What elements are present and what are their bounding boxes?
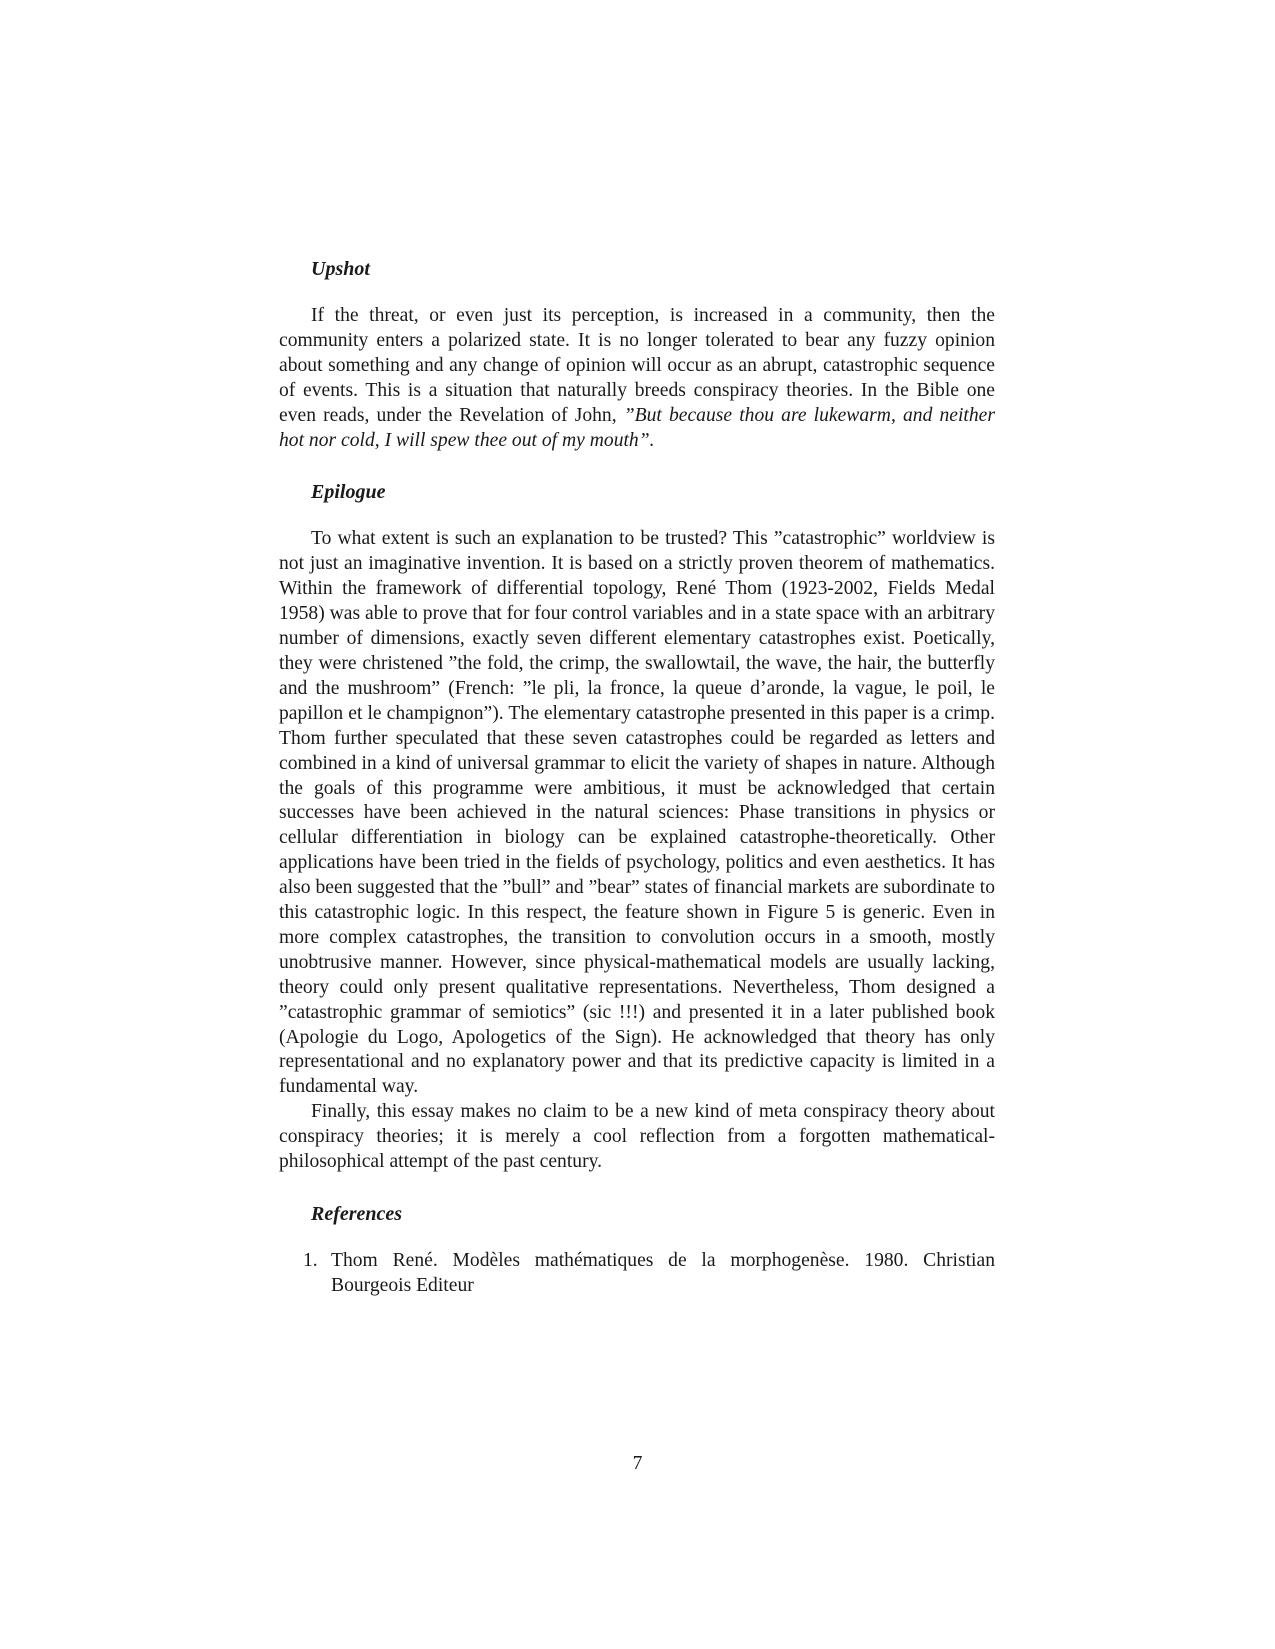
- reference-number: 1.: [303, 1250, 318, 1271]
- section-references: [279, 1201, 995, 1299]
- section-epilogue: [279, 479, 995, 1175]
- epilogue-paragraph-1: To what extent is such an explanation to be trusted? This ”catastrophic” worldview is not just an imaginative invention. It is based on a strictly proven theorem of mathematics. Within the framework of differential topology, René Thom (1923-2002, Fields Medal 1958) was able to prove that for four control variables and in a state space with an arbitrary number of dimensions, exactly seven different elementary catastrophes exist. Poetically, they were christened ”the fold, the crimp, the swallowtail, the wave, the hair, the butterfly and the mushroom” (French: ”le pli, la fronce, la queue d’aronde, la vague, le poil, le papillon et le champignon”). The elementary catastrophe presented in this paper is a crimp. Thom further speculated that these seven catastrophes could be regarded as letters and combined in a kind of universal grammar to elicit the variety of shapes in nature. Although the goals of this programme were ambitious, it must be acknowledged that certain successes have been achieved in the natural sciences: Phase transitions in physics or cellular differentiation in biology can be explained catastrophe-theoretically. Other applications have been tried in the fields of psychology, politics and even aesthetics. It has also been suggested that the ”bull” and ”bear” states of financial markets are subordinate to this catastrophic logic. In this respect, the feature shown in Figure 5 is generic. Even in more complex catastrophes, the transition to convolution occurs in a smooth, mostly unobtrusive manner. However, since physical-mathematical models are usually lacking, theory could only present qualitative representations. Nevertheless, Thom designed a ”catastrophic grammar of semiotics” (sic !!!) and presented it in a later published book (Apologie du Logo, Apologetics of the Sign). He acknowledged that theory has only representational and no explanatory power and that its predictive capacity is limited in a fundamental way.: [279, 528, 995, 1098]
- reference-list: [279, 1249, 995, 1299]
- reference-item: [279, 1249, 995, 1299]
- bible-quote: ”But because thou are lukewarm, and neither hot nor cold, I will spew thee out of my mouth”.: [279, 404, 995, 451]
- section-heading-epilogue: Epilogue: [311, 481, 386, 504]
- reference-text: Thom René. Modèles mathématiques de la morphogenèse. 1980. Christian Bourgeois Editeur: [331, 1250, 995, 1296]
- page-content: [279, 256, 995, 1299]
- upshot-paragraph-text: If the threat, or even just its perception, is increased in a community, then the community enters a polarized state. It is no longer tolerated to bear any fuzzy opinion about something and any change of opinion will occur as an abrupt, catastrophic sequence of events. This is a situation that naturally breeds conspiracy theories. In the Bible one even reads, under the Revelation of John,: [279, 305, 995, 426]
- page-number: 7: [632, 1453, 643, 1474]
- upshot-paragraph: [279, 304, 995, 453]
- section-upshot: [279, 256, 995, 453]
- section-heading-references: References: [311, 1203, 403, 1225]
- epilogue-paragraph-2: Finally, this essay makes no claim to be a new kind of meta conspiracy theory about conspiracy theories; it is merely a cool reflection from a forgotten mathematical- philosophical attempt of the past century.: [279, 1101, 995, 1173]
- section-heading-upshot: Upshot: [311, 258, 370, 280]
